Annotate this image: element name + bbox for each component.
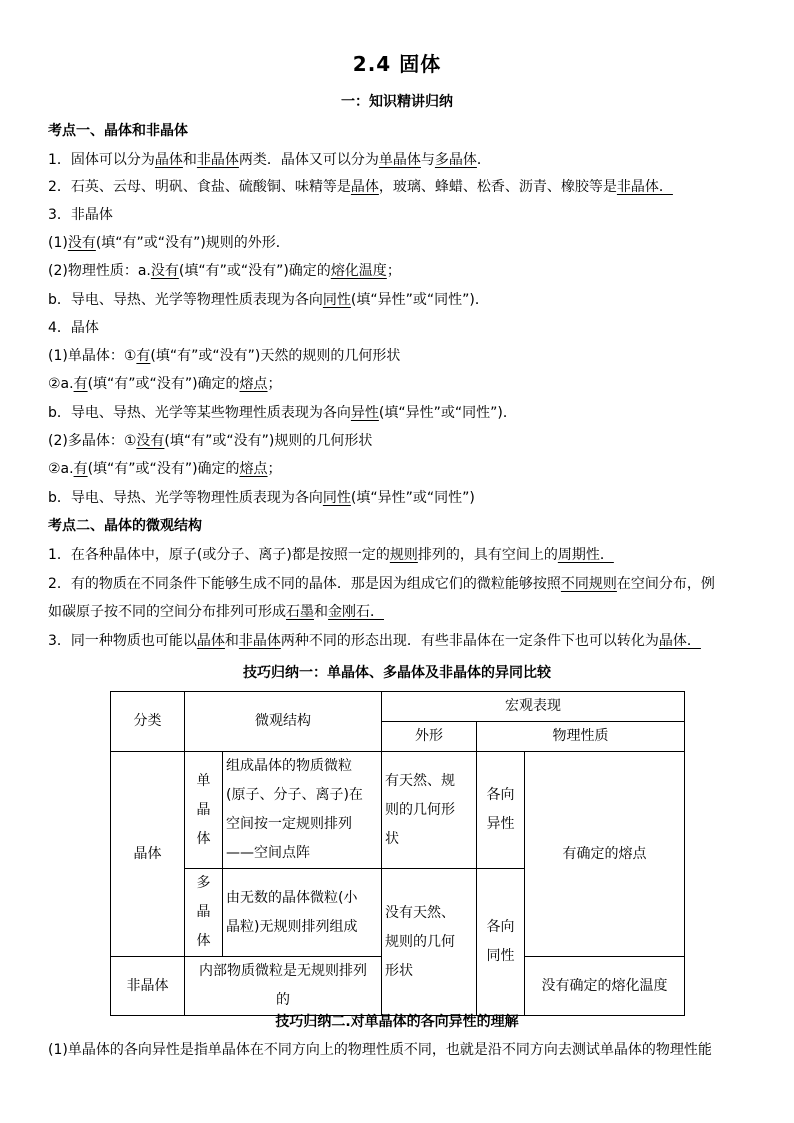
cell-single-micro: 组成晶体的物质微粒 (原子、分子、离子)在 空间按一定规则排列 ——空间点阵	[223, 752, 382, 869]
topic1-line13: b．导电、导热、光学等物理性质表现为各向同性(填“异性”或“同性”)	[48, 490, 475, 506]
topic1-line3: 3．非晶体	[48, 207, 113, 223]
topic2-line3: 如碳原子按不同的空间分布排列可形成石墨和金刚石．	[48, 604, 384, 620]
cell-amorph-prop: 没有确定的熔化温度	[525, 957, 685, 1016]
header-prop: 物理性质	[477, 722, 685, 752]
topic1-line12: ②a.有(填“有”或“没有”)确定的熔点；	[48, 461, 282, 477]
topic1-line7: 4．晶体	[48, 320, 99, 336]
header-class: 分类	[111, 692, 185, 752]
cell-amorphous: 非晶体	[111, 957, 185, 1016]
topic1-line11: (2)多晶体：①没有(填“有”或“没有”)规则的几何形状	[48, 433, 373, 449]
topic2-line2: 2．有的物质在不同条件下能够生成不同的晶体．那是因为组成它们的微粒能够按照不同规则在空间分布，例	[48, 576, 715, 592]
cell-single-shape: 有天然、规 则的几何形 状	[382, 752, 477, 869]
header-micro: 微观结构	[185, 692, 382, 752]
header-macro: 宏观表现	[382, 692, 685, 722]
skill1-caption: 技巧归纳一：单晶体、多晶体及非晶体的异同比较	[243, 665, 551, 681]
topic1-line1: 1．固体可以分为晶体和非晶体两类．晶体又可以分为单晶体与多晶体．	[48, 152, 491, 168]
header-shape: 外形	[382, 722, 477, 752]
cell-poly-micro: 由无数的晶体微粒(小 晶粒)无规则排列组成	[223, 869, 382, 957]
cell-poly-label: 多 晶 体	[185, 869, 223, 957]
cell-poly-prop: 各向 同性	[477, 869, 525, 1016]
cell-melt: 有确定的熔点	[525, 752, 685, 957]
cell-crystal: 晶体	[111, 752, 185, 957]
topic1-line9: ②a.有(填“有”或“没有”)确定的熔点；	[48, 376, 282, 392]
comparison-table	[110, 691, 685, 1016]
skill2-caption: 技巧归纳二.对单晶体的各向异性的理解	[275, 1014, 519, 1030]
topic1-line2: 2．石英、云母、明矾、食盐、硫酸铜、味精等是晶体，玻璃、蜂蜡、松香、沥青、橡胶等是非晶体．	[48, 179, 673, 195]
cell-single-prop: 各向 异性	[477, 752, 525, 869]
cell-poly-shape: 没有天然、 规则的几何 形状	[382, 869, 477, 1016]
topic1-line5: (2)物理性质：a.没有(填“有”或“没有”)确定的熔化温度；	[48, 263, 401, 279]
skill2-line1: (1)单晶体的各向异性是指单晶体在不同方向上的物理性质不同，也就是沿不同方向去测试单晶体的物理性能	[48, 1042, 712, 1058]
topic1-line8: (1)单晶体：①有(填“有”或“没有”)天然的规则的几何形状	[48, 348, 401, 364]
topic1-heading: 考点一、晶体和非晶体	[48, 123, 188, 139]
cell-amorph-micro: 内部物质微粒是无规则排列 的	[185, 957, 382, 1016]
topic2-heading: 考点二、晶体的微观结构	[48, 518, 202, 534]
topic1-line10: b．导电、导热、光学等某些物理性质表现为各向异性(填“异性”或“同性”)．	[48, 405, 517, 421]
cell-single-label: 单 晶 体	[185, 752, 223, 869]
topic1-line6: b．导电、导热、光学等物理性质表现为各向同性(填“异性”或“同性”)．	[48, 292, 489, 308]
topic1-line4: (1)没有(填“有”或“没有”)规则的外形．	[48, 235, 290, 251]
page-title: 2.4 固体	[352, 52, 442, 76]
topic2-line1: 1．在各种晶体中，原子(或分子、离子)都是按照一定的规则排列的，具有空间上的周期性．	[48, 547, 614, 563]
topic2-line4: 3．同一种物质也可能以晶体和非晶体两种不同的形态出现．有些非晶体在一定条件下也可以转化为晶体．	[48, 633, 701, 649]
section-subtitle: 一：知识精讲归纳	[341, 94, 453, 110]
